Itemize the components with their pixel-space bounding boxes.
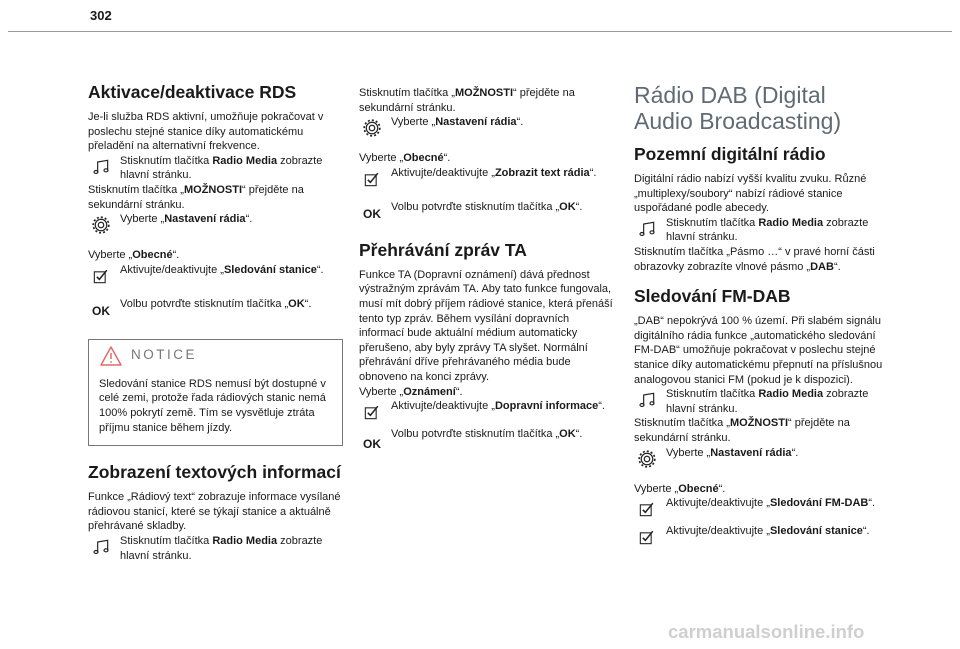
paragraph: Vyberte „Obecné“. (634, 482, 726, 495)
settings-gear-icon (90, 214, 112, 236)
settings-gear-icon (636, 448, 658, 470)
music-note-icon (90, 156, 112, 178)
checkbox-icon (361, 401, 383, 423)
paragraph: Funkce TA (Dopravní oznámení) dává přednost výstražným zprávám TA. Aby tato funkce fungovala, musí mít dobrý příjem rádiové stanice, která přenáší tento typ zpráv. Během vysílání dopravních informací bude aktuální médium automaticky přerušeno, aby byly zprávy TA slyšet. Normální přehrávání dříve přehrávaného média bude obnoveno na konci zprávy. (359, 268, 613, 383)
heading-ta: Přehrávání zpráv TA (359, 239, 527, 260)
step-toggle-station-tracking: Aktivujte/deaktivujte „Sledování stanice“. (634, 524, 889, 552)
step-radio-media: Stisknutím tlačítka Radio Media zobrazte hlavní stránku. (88, 154, 343, 183)
step-toggle-fm-dab: Aktivujte/deaktivujte „Sledování FM-DAB“. (634, 496, 889, 524)
paragraph: Funkce „Rádiový text“ zobrazuje informace vysílané rádiovou stanicí, které se týkají stanice a aktuálně přehrávané skladby. (88, 491, 341, 533)
paragraph: Stisknutím tlačítka „MOŽNOSTI“ přejděte na sekundární stránku. (634, 417, 850, 444)
paragraph: Vyberte „Obecné“. (88, 249, 180, 262)
step-radio-media: Stisknutím tlačítka Radio Media zobrazte hlavní stránku. (634, 216, 889, 245)
notice-title: NOTICE (131, 347, 198, 363)
step-radio-settings: Vyberte „Nastavení rádia“. (634, 446, 889, 474)
step-confirm-ok: OK Volbu potvrďte stisknutím tlačítka „OK“. (359, 427, 614, 455)
music-note-icon (90, 536, 112, 558)
heading-dab: Rádio DAB (Digital Audio Broadcasting) (634, 82, 842, 134)
step-confirm-ok: OK Volbu potvrďte stisknutím tlačítka „OK“. (88, 291, 343, 325)
step-radio-media: Stisknutím tlačítka Radio Media zobrazte hlavní stránku. (634, 387, 889, 416)
paragraph: Je-li služba RDS aktivní, umožňuje pokračovat v poslechu stejné stanice díky automatickému přeladění na alternativní frekvence. (88, 111, 324, 153)
warning-triangle-icon (99, 345, 123, 367)
step-radio-media: Stisknutím tlačítka Radio Media zobrazte hlavní stránku. (88, 534, 343, 563)
checkbox-icon (636, 526, 658, 548)
music-note-icon (636, 389, 658, 411)
music-note-icon (636, 218, 658, 240)
checkbox-icon (90, 265, 112, 287)
paragraph: Stisknutím tlačítka „MOŽNOSTI“ přejděte na sekundární stránku. (359, 87, 575, 114)
ok-icon: OK (92, 304, 110, 319)
top-divider (8, 31, 952, 32)
heading-terrestrial: Pozemní digitální rádio (634, 144, 826, 164)
step-radio-settings: Vyberte „Nastavení rádia“. (359, 115, 614, 143)
checkbox-icon (361, 168, 383, 190)
step-confirm-ok: OK Volbu potvrďte stisknutím tlačítka „OK“. (359, 194, 614, 228)
step-toggle-station-tracking: Aktivujte/deaktivujte „Sledování stanice“. (88, 263, 343, 291)
page-number: 302 (90, 8, 112, 23)
paragraph: „DAB“ nepokrývá 100 % území. Při slabém signálu digitálního rádia funkce „automatického sledování FM-DAB“ umožňuje pokračovat v poslechu stejné stanice díky automatickému přepnutí na příslušnou analogovou stanici FM (pokud je k dispozici). (634, 315, 883, 386)
watermark: carmanualsonline.info (668, 621, 865, 642)
column-3 (634, 82, 889, 552)
ok-icon: OK (363, 207, 381, 222)
ok-icon: OK (363, 436, 381, 451)
paragraph: Stisknutím tlačítka „Pásmo …“ v pravé horní části obrazovky zobrazíte vlnové pásmo „DAB“. (634, 245, 875, 273)
paragraph: Vyberte „Obecné“. (359, 152, 451, 165)
heading-rds: Aktivace/deaktivace RDS (88, 82, 297, 102)
step-toggle-radio-text: Aktivujte/deaktivujte „Zobrazit text rádia“. (359, 166, 614, 194)
notice-box (88, 339, 343, 446)
step-toggle-traffic-info: Aktivujte/deaktivujte „Dopravní informace“. (359, 399, 614, 427)
paragraph: Digitální rádio nabízí vyšší kvalitu zvuku. Různé „multiplexy/soubory“ nabízí rádiové stanice uspořádané podle abecedy. (634, 173, 867, 215)
heading-text-info: Zobrazení textových informací (88, 462, 341, 483)
heading-fm-dab: Sledování FM-DAB (634, 286, 791, 307)
paragraph: Vyberte „Oznámení“. (359, 385, 463, 398)
checkbox-icon (636, 498, 658, 520)
notice-text: Sledování stanice RDS nemusí být dostupné v celé zemi, protože řada rádiových stanic nemá 100% pokrytí země. Tím se vysvětluje ztráta příjmu stanice během jízdy. (99, 377, 326, 434)
column-1 (88, 82, 343, 563)
settings-gear-icon (361, 117, 383, 139)
paragraph: Stisknutím tlačítka „MOŽNOSTI“ přejděte na sekundární stránku. (88, 183, 304, 211)
step-radio-settings: Vyberte „Nastavení rádia“. (88, 212, 343, 240)
column-2 (359, 86, 614, 455)
